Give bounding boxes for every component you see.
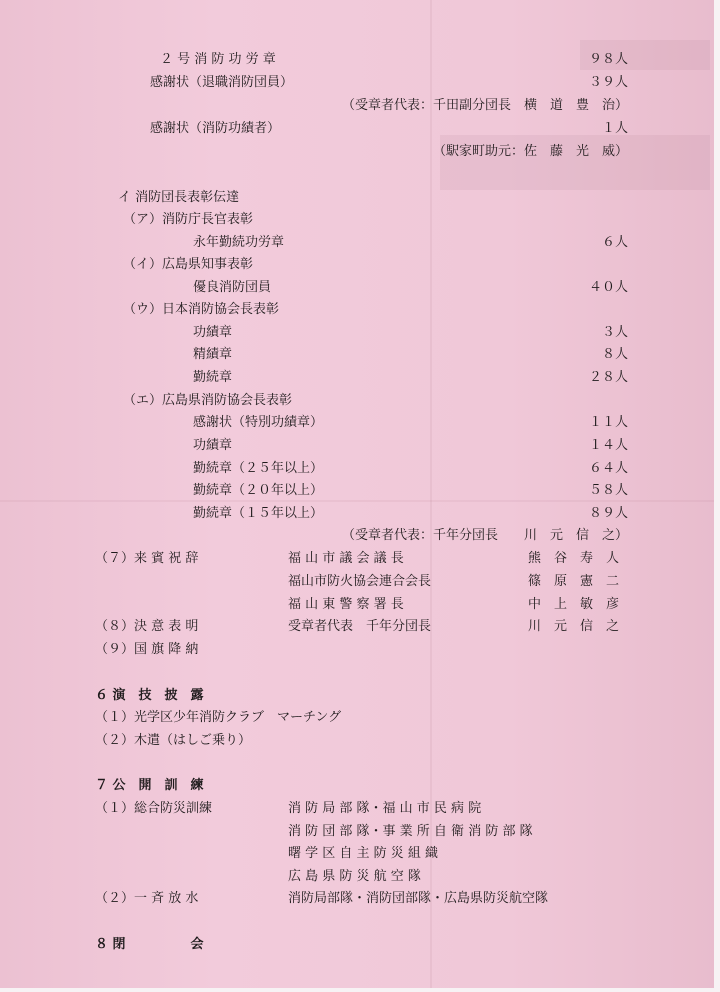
- award-label: 功績章: [193, 438, 233, 453]
- award-label: 功績章: [193, 325, 233, 340]
- program-item: （１）光学区少年消防クラブ マーチング: [95, 710, 342, 725]
- participating-unit: 消防局部隊・消防団部隊・広島県防災航空隊: [288, 891, 549, 906]
- recipient-representative: （受章者代表：千年分団長 川 元 信 之）: [341, 528, 628, 543]
- section-heading: イ 消防団長表彰伝達: [118, 190, 240, 205]
- award-count: ６４人: [588, 461, 628, 476]
- award-label: 永年勤続功労章: [193, 235, 285, 250]
- participating-unit: 消 防 局 部 隊・福 山 市 民 病 院: [288, 801, 482, 816]
- program-item-label: （７）来 賓 祝 辞: [95, 551, 199, 566]
- participating-unit: 曙 学 区 自 主 防 災 組 織: [288, 846, 439, 861]
- award-label: 勤続章（２０年以上）: [193, 483, 324, 498]
- program-item: （２）木遣（はしご乗り）: [95, 733, 252, 748]
- award-label: ２ 号 消 防 功 労 章: [160, 52, 276, 67]
- representative-role: 受章者代表 千年分団長: [288, 619, 432, 634]
- subsection-label: （ア）消防庁長官表彰: [123, 212, 254, 227]
- award-count: ８人: [601, 347, 628, 362]
- section-heading: ８ 閉 会: [95, 937, 204, 952]
- program-item-label: （１）総合防災訓練: [95, 801, 213, 816]
- scan-edge-right: [714, 0, 720, 992]
- award-label: 勤続章: [193, 370, 233, 385]
- subsection-label: （イ）広島県知事表彰: [123, 257, 254, 272]
- paper-fold-horizontal: [0, 500, 720, 502]
- award-label: 感謝状（特別功績章）: [193, 415, 324, 430]
- guest-name: 篠 原 憲 二: [528, 574, 620, 589]
- award-count: ３人: [601, 325, 628, 340]
- program-item-label: （２）一 斉 放 水: [95, 891, 199, 906]
- award-count: ３９人: [588, 75, 628, 90]
- award-count: ５８人: [588, 483, 628, 498]
- scan-edge-bottom: [0, 988, 720, 992]
- section-heading: ６ 演 技 披 露: [95, 688, 204, 703]
- award-count: ６人: [601, 235, 628, 250]
- guest-role: 福 山 市 議 会 議 長: [288, 551, 404, 566]
- award-count: １４人: [588, 438, 628, 453]
- program-item-label: （９）国 旗 降 納: [95, 642, 199, 657]
- award-label: 勤続章（２５年以上）: [193, 461, 324, 476]
- recipient-representative: （駅家町助元：佐 藤 光 威）: [432, 144, 628, 159]
- award-label: 勤続章（１５年以上）: [193, 506, 324, 521]
- award-label: 優良消防団員: [193, 280, 272, 295]
- award-count: ４０人: [588, 280, 628, 295]
- subsection-label: （エ）広島県消防協会長表彰: [123, 393, 293, 408]
- guest-role: 福 山 東 警 察 署 長: [288, 597, 404, 612]
- guest-name: 中 上 敏 彦: [528, 597, 620, 612]
- award-label: 感謝状（消防功績者）: [150, 121, 281, 136]
- representative-name: 川 元 信 之: [528, 619, 620, 634]
- award-label: 感謝状（退職消防団員）: [150, 75, 294, 90]
- award-count: ２８人: [588, 370, 628, 385]
- paper-fold-vertical: [430, 0, 432, 992]
- participating-unit: 消 防 団 部 隊・事 業 所 自 衛 消 防 部 隊: [288, 824, 533, 839]
- participating-unit: 広 島 県 防 災 航 空 隊: [288, 869, 421, 884]
- guest-name: 熊 谷 寿 人: [528, 551, 620, 566]
- award-label: 精績章: [193, 347, 233, 362]
- subsection-label: （ウ）日本消防協会長表彰: [123, 302, 280, 317]
- recipient-representative: （受章者代表：千田副分団長 横 道 豊 治）: [341, 98, 628, 113]
- section-heading: ７ 公 開 訓 練: [95, 778, 204, 793]
- award-count: １人: [601, 121, 628, 136]
- award-count: ８９人: [588, 506, 628, 521]
- award-count: １１人: [588, 415, 628, 430]
- award-count: ９８人: [588, 52, 628, 67]
- program-item-label: （８）決 意 表 明: [95, 619, 199, 634]
- guest-role: 福山市防火協会連合会長: [288, 574, 432, 589]
